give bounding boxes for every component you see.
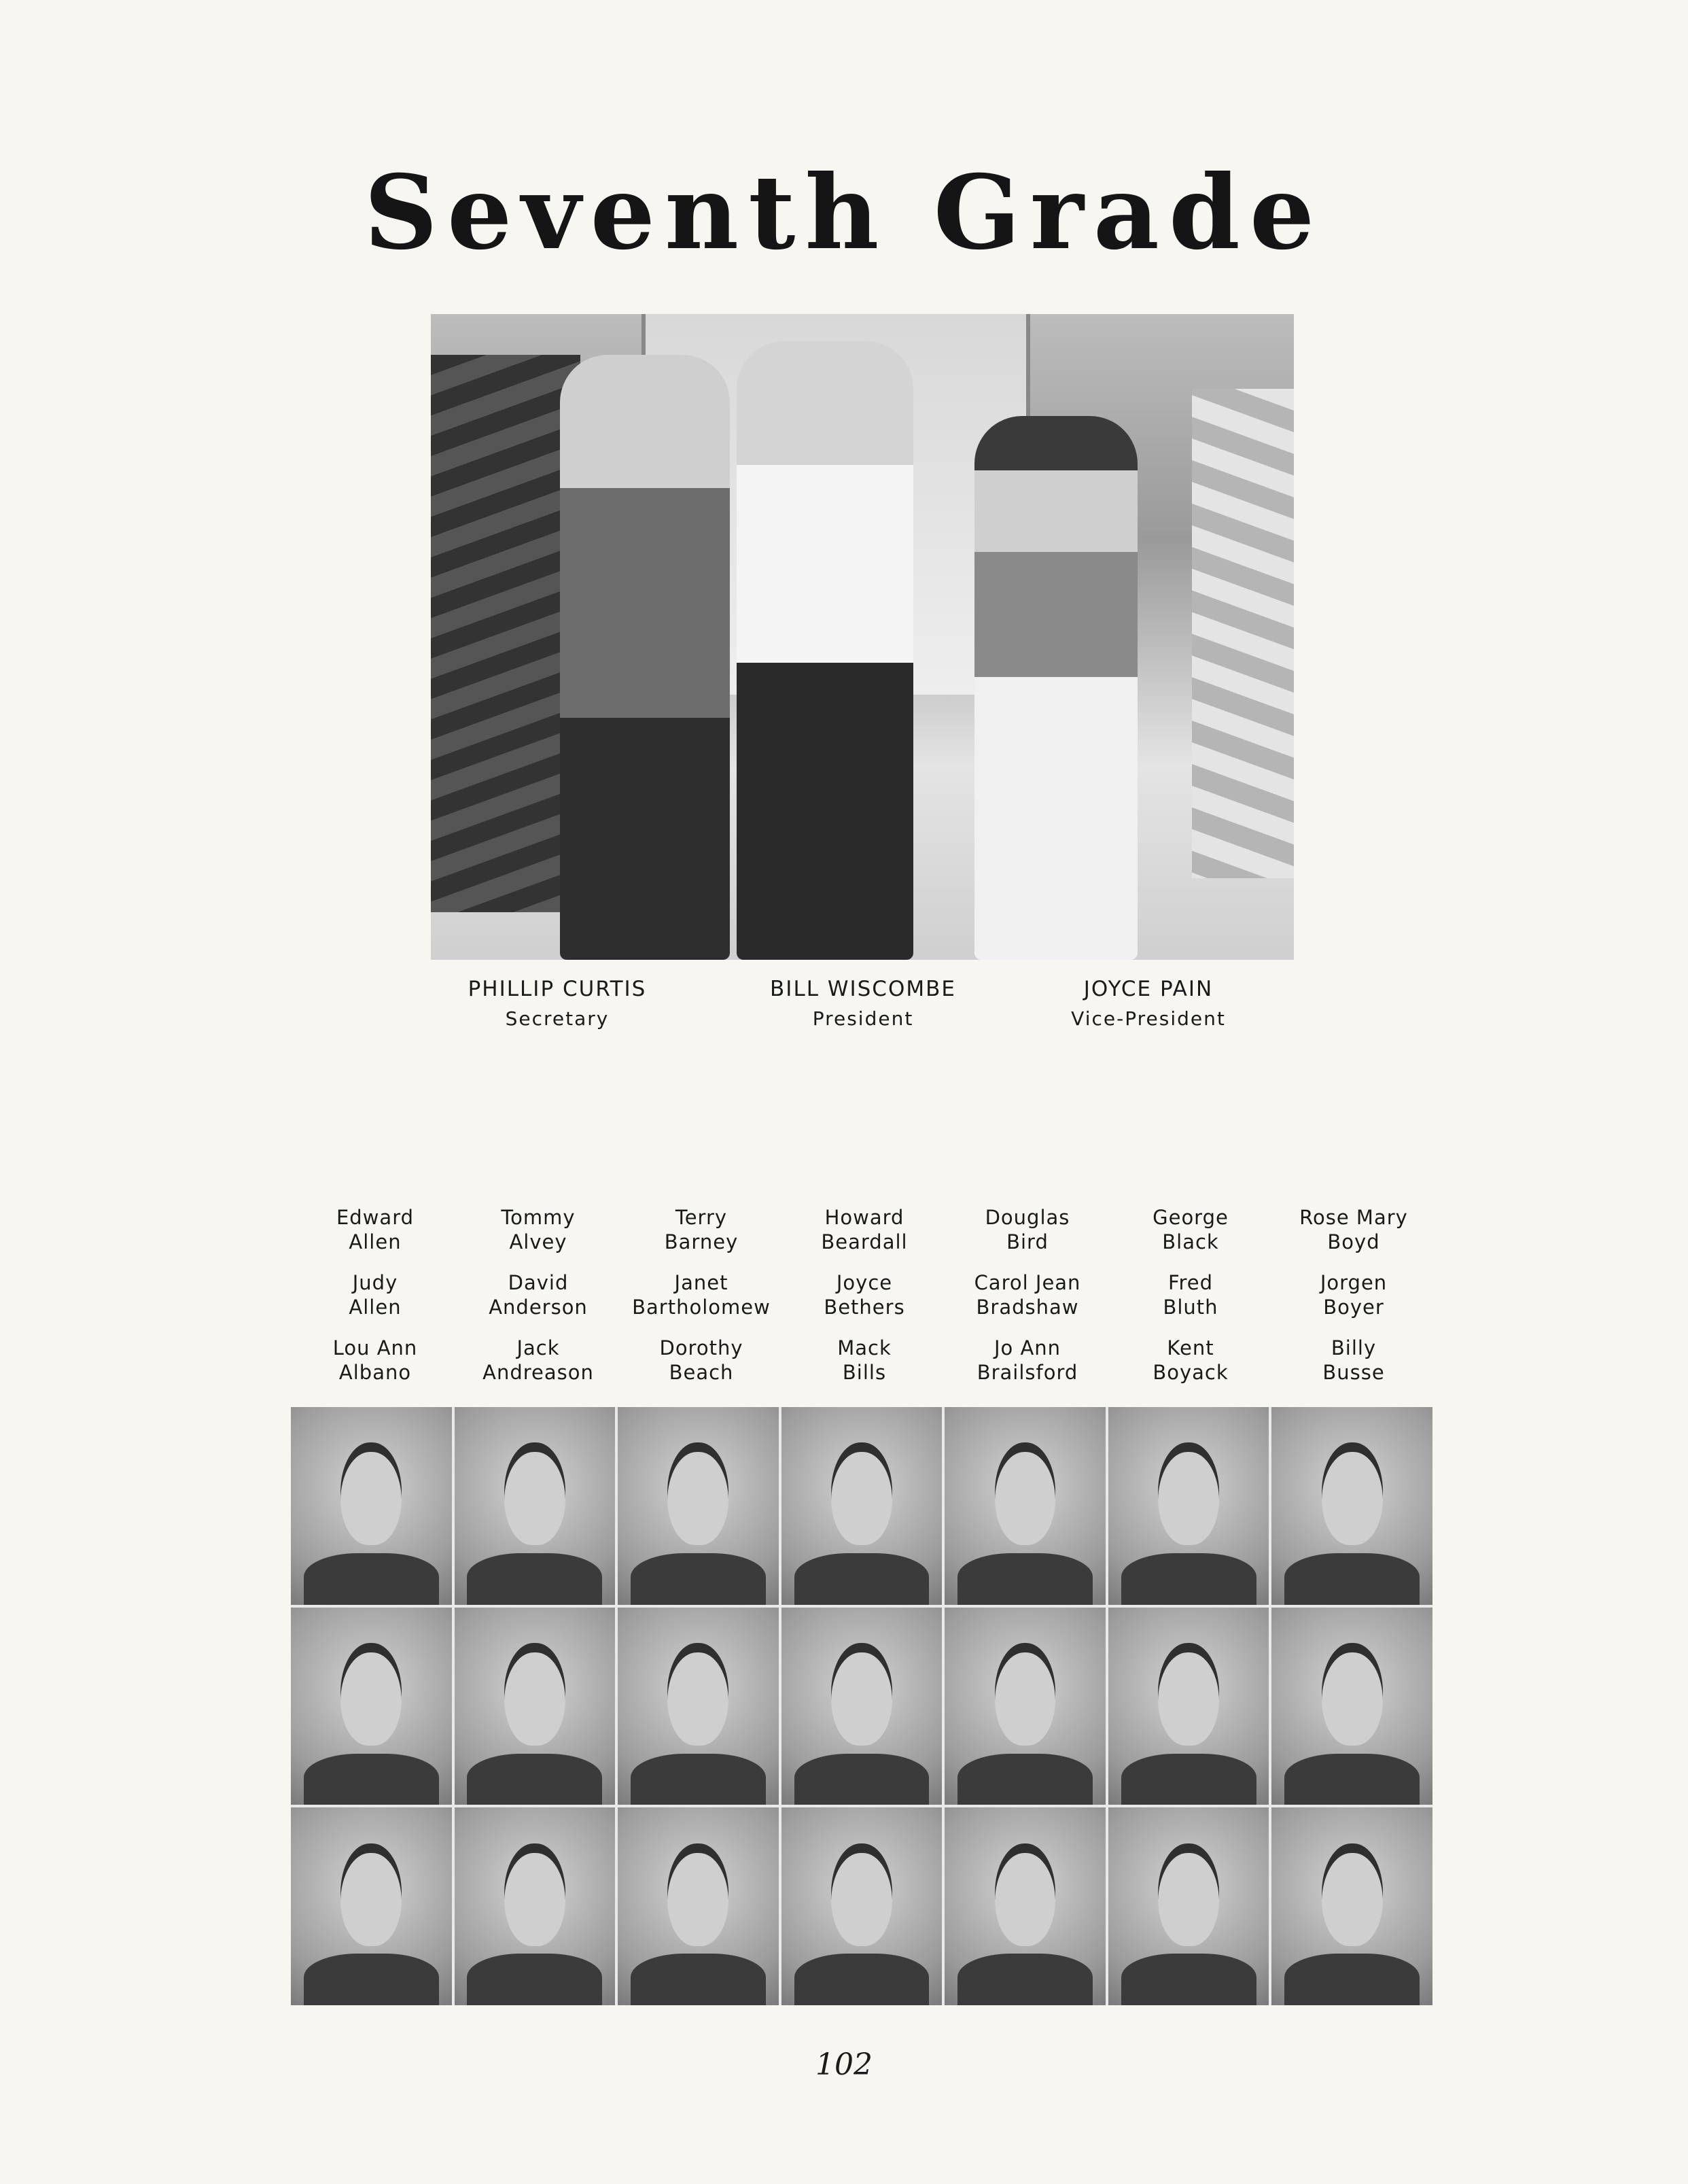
first-name: Dorothy — [659, 1336, 743, 1359]
first-name: Howard — [824, 1206, 904, 1229]
roster-name-cell — [294, 1270, 457, 1319]
portrait-head — [995, 1643, 1056, 1746]
portrait-torso — [1121, 1754, 1256, 1805]
student-portrait — [618, 1608, 779, 1805]
student-portrait — [945, 1407, 1106, 1605]
portrait-head — [1158, 1442, 1219, 1545]
roster-name-cell — [783, 1336, 946, 1385]
officer-name: BILL WISCOMBE — [770, 977, 956, 1001]
last-name: Barney — [664, 1230, 739, 1253]
last-name: Bird — [1006, 1230, 1049, 1253]
portrait-head — [1322, 1843, 1383, 1946]
officers-group-photo — [431, 314, 1294, 960]
last-name: Busse — [1322, 1361, 1385, 1384]
portrait-torso — [467, 1553, 602, 1605]
first-name: Lou Ann — [332, 1336, 418, 1359]
first-name: David — [508, 1271, 569, 1294]
portrait-torso — [467, 1754, 602, 1805]
portrait-head — [340, 1843, 402, 1946]
last-name: Boyer — [1323, 1296, 1384, 1319]
first-name: Fred — [1167, 1271, 1214, 1294]
last-name: Andreason — [482, 1361, 594, 1384]
roster-name-cell — [1272, 1205, 1435, 1254]
last-name: Bradshaw — [976, 1296, 1079, 1319]
officer-role: Secretary — [505, 1007, 610, 1030]
portrait-torso — [1121, 1954, 1256, 2005]
page-title: Seventh Grade — [364, 153, 1324, 273]
officer-role: President — [812, 1007, 914, 1030]
portrait-torso — [304, 1553, 439, 1605]
roster-name-cell — [946, 1270, 1109, 1319]
portrait-head — [995, 1442, 1056, 1545]
last-name: Albano — [338, 1361, 412, 1384]
first-name: Joyce — [836, 1271, 893, 1294]
first-name: Douglas — [985, 1206, 1070, 1229]
first-name: George — [1153, 1206, 1229, 1229]
officer-name: JOYCE PAIN — [1083, 977, 1214, 1001]
roster-name-cell — [294, 1336, 457, 1385]
portrait-torso — [631, 1553, 766, 1605]
roster-name-cell — [457, 1270, 620, 1319]
student-portrait — [291, 1807, 452, 2005]
student-portrait — [291, 1407, 452, 1605]
roster-name-cell — [1272, 1270, 1435, 1319]
portrait-torso — [631, 1754, 766, 1805]
portrait-head — [667, 1643, 728, 1746]
roster-name-cell — [1272, 1336, 1435, 1385]
last-name: Bethers — [824, 1296, 905, 1319]
last-name: Brailsford — [977, 1361, 1078, 1384]
student-portrait — [455, 1608, 616, 1805]
photo-person-right — [974, 416, 1138, 960]
portrait-grid — [291, 1407, 1432, 2005]
portrait-head — [667, 1843, 728, 1946]
student-portrait — [1271, 1807, 1432, 2005]
student-portrait — [455, 1807, 616, 2005]
portrait-torso — [1284, 1954, 1420, 2005]
student-portrait — [945, 1608, 1106, 1805]
first-name: Mack — [837, 1336, 892, 1359]
student-portrait — [1108, 1407, 1269, 1605]
photo-stair-rail-right — [1192, 389, 1294, 878]
portrait-head — [504, 1643, 565, 1746]
student-portrait — [291, 1608, 452, 1805]
portrait-torso — [631, 1954, 766, 2005]
first-name: Jo Ann — [994, 1336, 1061, 1359]
last-name: Black — [1162, 1230, 1219, 1253]
roster-name-cell — [620, 1336, 783, 1385]
roster-name-cell — [946, 1336, 1109, 1385]
student-portrait — [618, 1407, 779, 1605]
portrait-torso — [467, 1954, 602, 2005]
roster-name-cell — [783, 1270, 946, 1319]
portrait-torso — [794, 1754, 930, 1805]
roster-name-cell — [620, 1205, 783, 1254]
portrait-head — [504, 1843, 565, 1946]
first-name: Tommy — [501, 1206, 576, 1229]
officer-caption-3 — [979, 974, 1318, 1034]
student-portrait — [781, 1407, 943, 1605]
portrait-torso — [1284, 1754, 1420, 1805]
last-name: Bartholomew — [632, 1296, 771, 1319]
student-portrait — [455, 1407, 616, 1605]
student-portrait — [781, 1608, 943, 1805]
roster-name-cell — [783, 1205, 946, 1254]
photo-stair-rail-left — [431, 355, 580, 912]
first-name: Judy — [352, 1271, 398, 1294]
portrait-head — [1158, 1843, 1219, 1946]
roster-name-cell — [1109, 1270, 1272, 1319]
page-number: 102 — [815, 2047, 873, 2082]
first-name: Jack — [516, 1336, 560, 1359]
roster-name-cell — [457, 1336, 620, 1385]
photo-person-left — [560, 355, 730, 960]
last-name: Allen — [349, 1230, 402, 1253]
last-name: Boyd — [1327, 1230, 1380, 1253]
portrait-head — [1322, 1442, 1383, 1545]
last-name: Bluth — [1163, 1296, 1218, 1319]
portrait-torso — [794, 1553, 930, 1605]
student-portrait — [1108, 1608, 1269, 1805]
first-name: Terry — [675, 1206, 728, 1229]
portrait-torso — [304, 1954, 439, 2005]
photo-person-center — [737, 341, 913, 960]
portrait-head — [831, 1643, 892, 1746]
first-name: Edward — [336, 1206, 415, 1229]
first-name: Billy — [1331, 1336, 1377, 1359]
student-portrait — [945, 1807, 1106, 2005]
student-portrait — [1271, 1407, 1432, 1605]
first-name: Kent — [1167, 1336, 1214, 1359]
portrait-head — [831, 1442, 892, 1545]
roster-name-cell — [294, 1205, 457, 1254]
portrait-torso — [304, 1754, 439, 1805]
student-portrait — [1108, 1807, 1269, 2005]
last-name: Beach — [669, 1361, 734, 1384]
portrait-torso — [957, 1754, 1093, 1805]
officer-role: Vice-President — [1071, 1007, 1226, 1030]
last-name: Anderson — [489, 1296, 588, 1319]
portrait-head — [1158, 1643, 1219, 1746]
portrait-torso — [957, 1954, 1093, 2005]
portrait-torso — [957, 1553, 1093, 1605]
portrait-head — [340, 1643, 402, 1746]
last-name: Alvey — [509, 1230, 567, 1253]
roster-name-cell — [620, 1270, 783, 1319]
last-name: Boyack — [1153, 1361, 1229, 1384]
portrait-head — [667, 1442, 728, 1545]
roster-names — [294, 1205, 1435, 1385]
portrait-head — [504, 1442, 565, 1545]
first-name: Rose Mary — [1299, 1206, 1408, 1229]
portrait-head — [995, 1843, 1056, 1946]
roster-name-cell — [946, 1205, 1109, 1254]
roster-name-cell — [1109, 1205, 1272, 1254]
portrait-head — [340, 1442, 402, 1545]
roster-name-cell — [457, 1205, 620, 1254]
student-portrait — [1271, 1608, 1432, 1805]
first-name: Jorgen — [1320, 1271, 1388, 1294]
officer-caption-1 — [387, 974, 727, 1034]
portrait-head — [1322, 1643, 1383, 1746]
portrait-head — [831, 1843, 892, 1946]
first-name: Carol Jean — [974, 1271, 1081, 1294]
student-portrait — [781, 1807, 943, 2005]
portrait-torso — [794, 1954, 930, 2005]
portrait-torso — [1284, 1553, 1420, 1605]
last-name: Allen — [349, 1296, 402, 1319]
student-portrait — [618, 1807, 779, 2005]
portrait-torso — [1121, 1553, 1256, 1605]
last-name: Bills — [842, 1361, 887, 1384]
first-name: Janet — [674, 1271, 728, 1294]
officer-name: PHILLIP CURTIS — [468, 977, 647, 1001]
roster-name-cell — [1109, 1336, 1272, 1385]
last-name: Beardall — [821, 1230, 908, 1253]
